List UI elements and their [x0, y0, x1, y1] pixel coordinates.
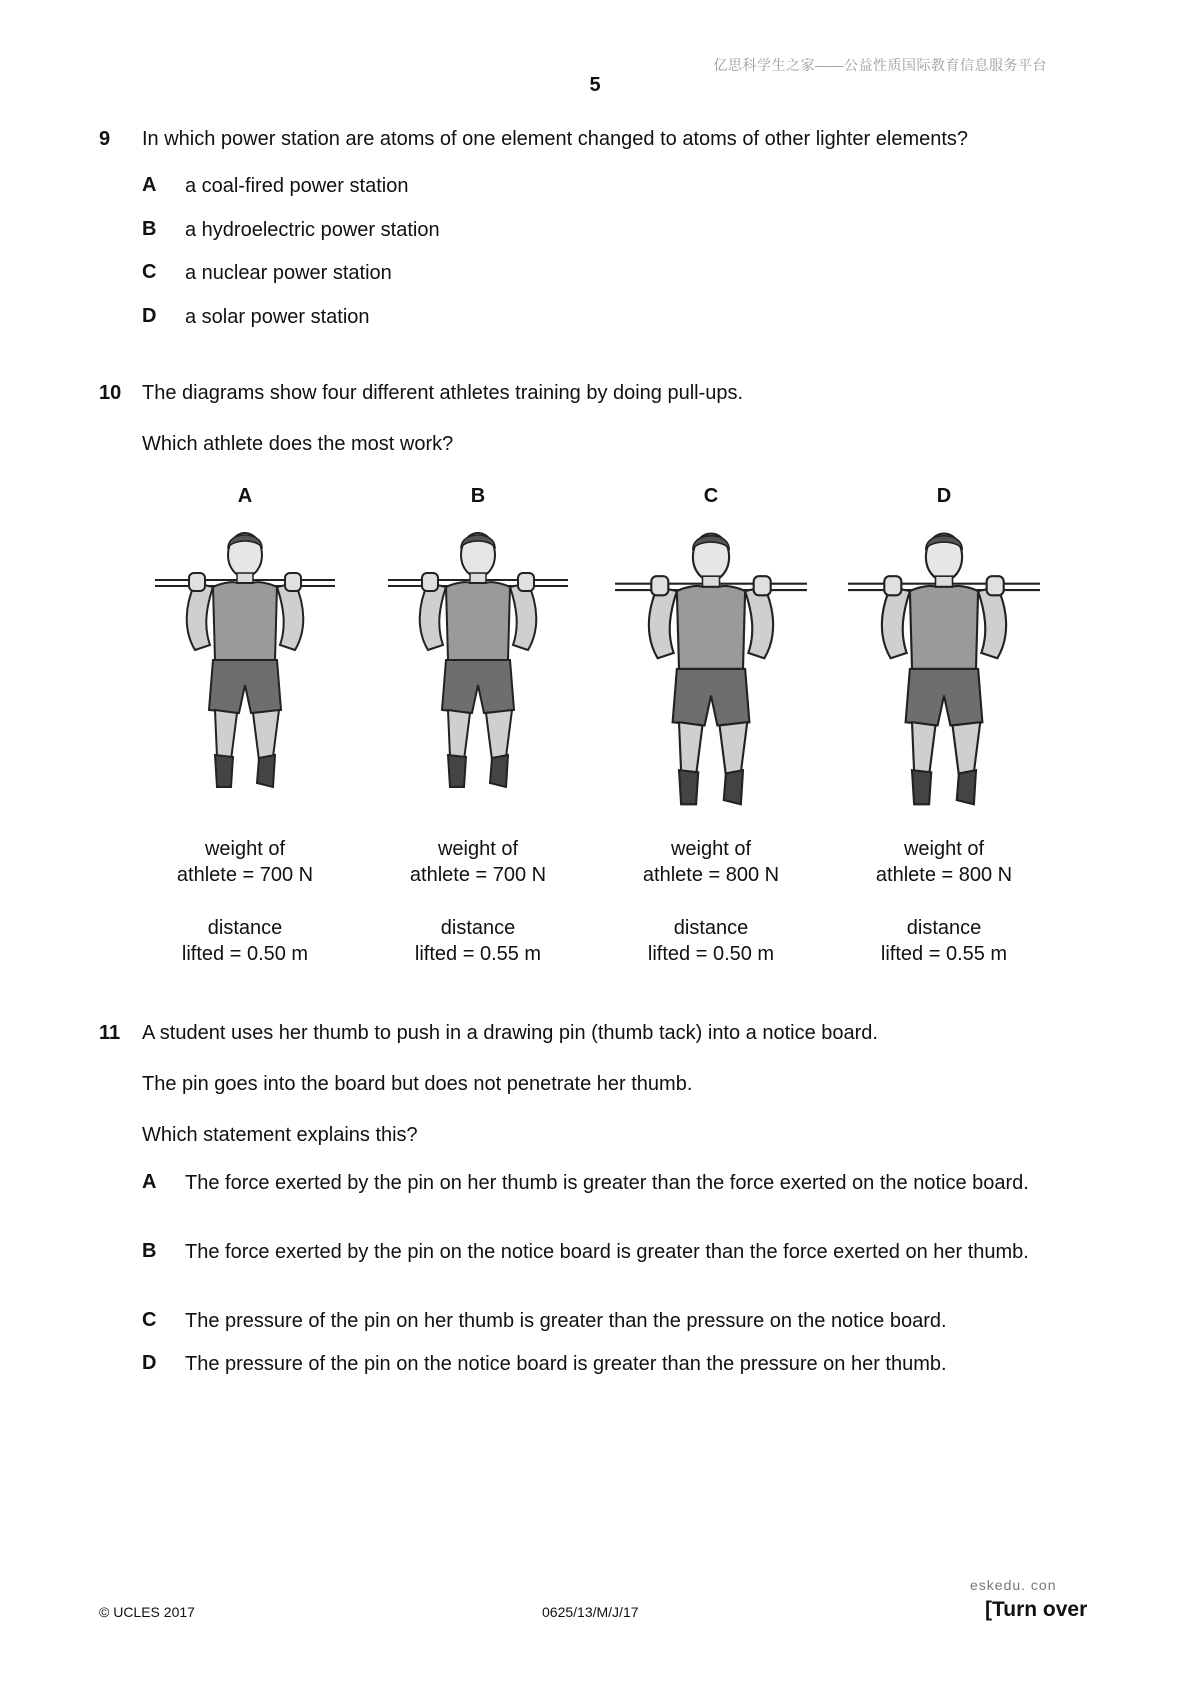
option-text-b: a hydroelectric power station: [185, 219, 440, 241]
option-text-d: a solar power station: [185, 306, 370, 328]
weight-value: athlete = 800 N: [642, 864, 780, 886]
question-prompt: Which athlete does the most work?: [142, 433, 454, 455]
athlete-a-caption: [135, 836, 355, 967]
weight-label: weight of: [437, 838, 519, 860]
athlete-b-caption: [368, 836, 588, 967]
option-letter-d: D: [142, 1352, 157, 1374]
question-text: A student uses her thumb to push in a drawing pin (thumb tack) into a notice board.: [142, 1022, 878, 1044]
distance-label: distance: [207, 917, 283, 939]
site-watermark: eskedu. con: [970, 1577, 1057, 1593]
option-letter-c: C: [142, 1309, 157, 1331]
question-number: 10: [99, 382, 122, 404]
weight-label: weight of: [903, 838, 985, 860]
distance-label: distance: [906, 917, 982, 939]
question-text: In which power station are atoms of one element changed to atoms of other lighter elements?: [142, 128, 969, 150]
question-number: 11: [99, 1022, 121, 1044]
weight-value: athlete = 700 N: [176, 864, 314, 886]
option-text-a: The force exerted by the pin on her thumb is greater than the force exerted on the notice board.: [185, 1172, 1029, 1194]
question-text-2: The pin goes into the board but does not penetrate her thumb.: [142, 1073, 693, 1095]
weight-label: weight of: [670, 838, 752, 860]
watermark-text: 亿思科学生之家——公益性质国际教育信息服务平台: [713, 57, 1047, 73]
option-letter-b: B: [142, 1240, 157, 1262]
weight-value: athlete = 800 N: [875, 864, 1013, 886]
option-text-d: The pressure of the pin on the notice board is greater than the pressure on her thumb.: [185, 1353, 947, 1375]
athlete-d-illustration: [848, 525, 1040, 815]
athlete-b-illustration: [388, 525, 568, 805]
athlete-c-illustration: [615, 525, 807, 815]
option-letter-a: A: [142, 174, 157, 196]
distance-value: lifted = 0.55 m: [414, 943, 542, 965]
weight-value: athlete = 700 N: [409, 864, 547, 886]
distance-label: distance: [673, 917, 749, 939]
figure-letter-a: A: [237, 485, 253, 507]
copyright: © UCLES 2017: [99, 1604, 195, 1620]
question-text: The diagrams show four different athletes training by doing pull-ups.: [142, 382, 744, 404]
option-letter-c: C: [142, 261, 157, 283]
distance-value: lifted = 0.50 m: [181, 943, 309, 965]
page-number: 5: [589, 74, 601, 96]
turn-over-label: [Turn over: [985, 1598, 1088, 1621]
option-letter-b: B: [142, 218, 157, 240]
paper-code: 0625/13/M/J/17: [542, 1604, 639, 1620]
question-number: 9: [99, 128, 111, 150]
distance-label: distance: [440, 917, 516, 939]
option-text-c: a nuclear power station: [185, 262, 392, 284]
option-text-c: The pressure of the pin on her thumb is greater than the pressure on the notice board.: [185, 1310, 947, 1332]
option-letter-d: D: [142, 305, 157, 327]
figure-letter-d: D: [936, 485, 952, 507]
option-text-b: The force exerted by the pin on the notice board is greater than the force exerted on her thumb.: [185, 1241, 1029, 1263]
question-prompt: Which statement explains this?: [142, 1124, 418, 1146]
option-letter-a: A: [142, 1171, 157, 1193]
distance-value: lifted = 0.50 m: [647, 943, 775, 965]
athlete-d-caption: [834, 836, 1054, 967]
weight-label: weight of: [204, 838, 286, 860]
athlete-a-illustration: [155, 525, 335, 805]
figure-letter-b: B: [470, 485, 486, 507]
option-text-a: a coal-fired power station: [185, 175, 409, 197]
figure-letter-c: C: [703, 485, 719, 507]
distance-value: lifted = 0.55 m: [880, 943, 1008, 965]
athlete-c-caption: [601, 836, 821, 967]
